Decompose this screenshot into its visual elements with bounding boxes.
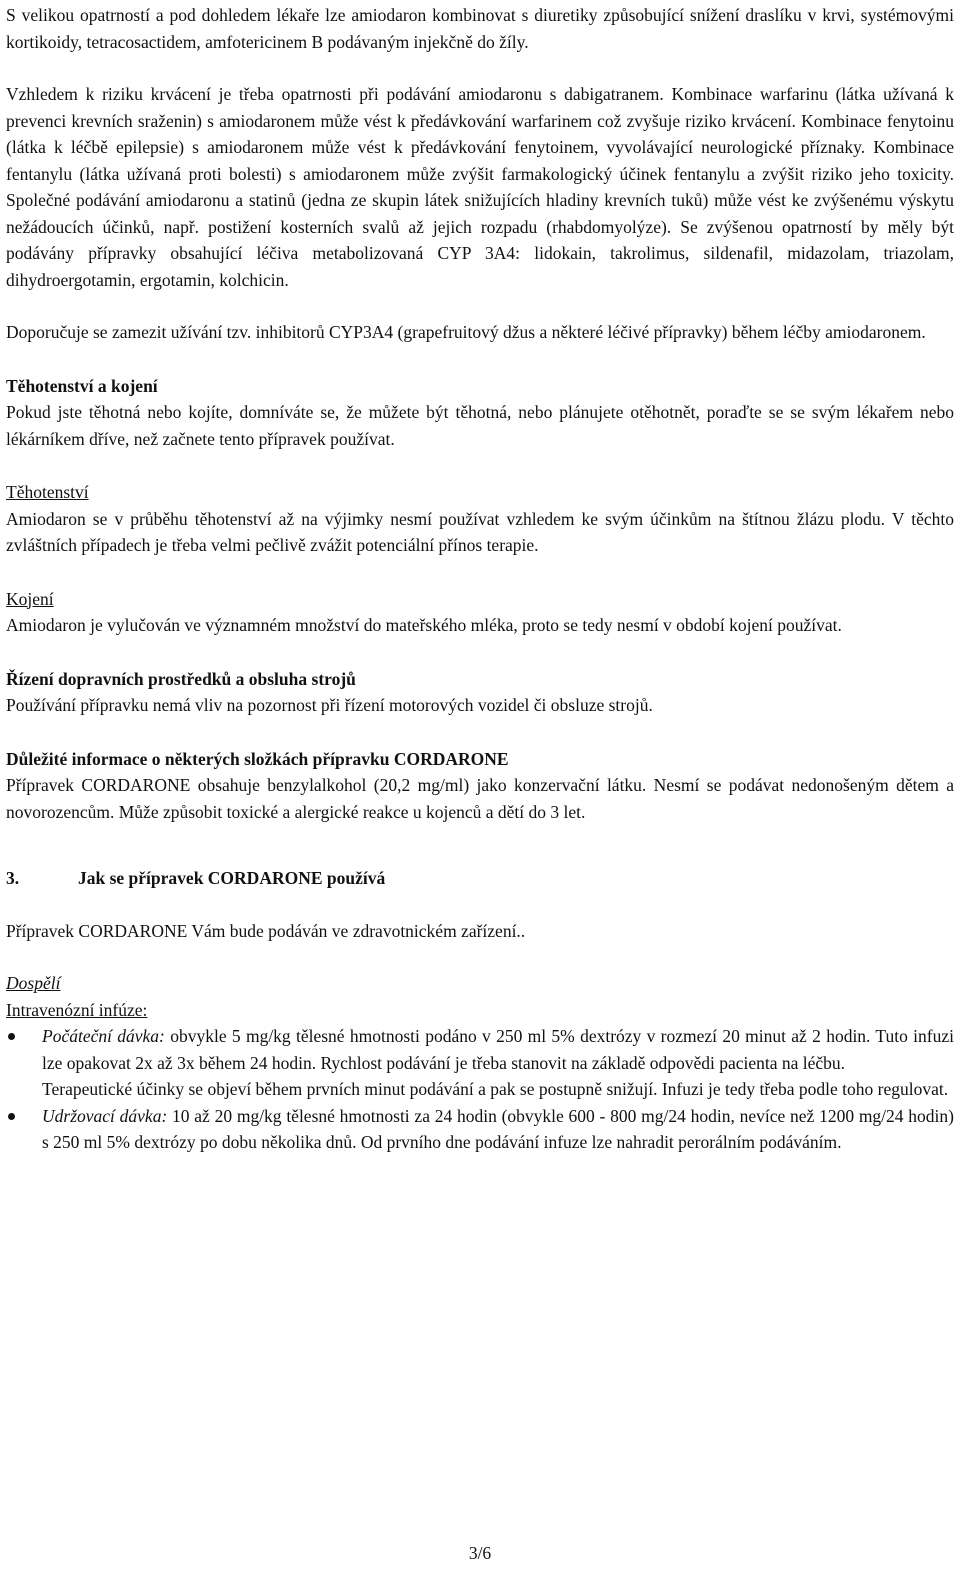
heading-excipients: Důležité informace o některých složkách přípravku CORDARONE [6,748,509,769]
paragraph-administration: Přípravek CORDARONE Vám bude podáván ve zdravotnickém zařízení.. [6,920,526,941]
paragraph-diuretics: S velikou opatrností a pod dohledem lékaře lze amiodaron kombinovat s diuretiky způsobující snížení draslíku v krvi, systémovými kortikoidy, tetracosactidem, amfotericinem B podávaným injekčně do žíly. [6,5,954,52]
initial-dose-text: obvykle 5 mg/kg tělesné hmotnosti podáno v 250 ml 5% dextrózy v rozmezí 20 minut až 2 hodin. Tuto infuzi lze opakovat 2x až 3x během 24 hodin. Rychlost podávání je třeba stanovit na základě odpovědi pacienta na léčbu. [42,1026,954,1073]
paragraph-interactions: Vzhledem k riziku krvácení je třeba opatrnosti při podávání amiodaronu s dabigatranem. Kombinace warfarinu (látka užívaná k prevenci krevních sraženin) s amiodaronem může vést k předávkování warfarinem což zvyšuje riziko krvácení. Kombinace fenytoinu (látka k léčbě epilepsie) s amiodaronem může vést k předávkování fenytoinem, vyvolávající neurologické příznaky. Kombinace fentanylu (látka užívaná proti bolesti) s amiodaronem může zvýšit farmakologický účinek fentanylu a zvýšit riziko jeho toxicity. Společné podávání amiodaronu a statinů (jedna ze skupin látek snižujících hladiny krevních tuků) může vést ke zvýšenému výskytu nežádoucích účinků, např. postižení kosterních svalů až jejich rozpadu (rhabdomyolýze). Se zvýšenou opatrností by měly být podávány přípravky obsahující léčiva metabolizovaná CYP 3A4: lidokain, takrolimus, sildenafil, midazolam, triazolam, dihydroergotamin, ergotamin, kolchicin. [6,84,954,290]
dosage-list [6,1023,954,1156]
page-number: 3/6 [468,1543,492,1563]
list-item [6,1023,954,1103]
list-item [6,1103,954,1156]
subheading-breastfeeding: Kojení [6,588,54,609]
section-title: Jak se přípravek CORDARONE používá [78,868,386,888]
bullet-icon [8,1113,15,1120]
paragraph-excipients: Přípravek CORDARONE obsahuje benzylalkohol (20,2 mg/ml) jako konzervační látku. Nesmí se podávat nedonošeným dětem a novorozencům. Může způsobit toxické a alergické reakce u kojenců a dětí do 3 let. [6,775,954,822]
paragraph-breastfeeding: Amiodaron je vylučován ve významném množství do mateřského mléka, proto se tedy nesmí v období kojení používat. [6,615,842,635]
document-page [6,0,954,1156]
bullet-icon [8,1033,15,1040]
initial-dose-extra: Terapeutické účinky se objeví během prvních minut podávání a pak se postupně snižují. Infuzi je tedy třeba podle toho regulovat. [42,1079,949,1099]
paragraph-pregnancy: Amiodaron se v průběhu těhotenství až na výjimky nesmí používat vzhledem ke svým účinkům na štítnou žlázu plodu. V těchto zvláštních případech je třeba velmi pečlivě zvážit potenciální přínos terapie. [6,508,954,555]
initial-dose-label: Počáteční dávka: [42,1026,165,1046]
section-3-heading [6,865,954,892]
maintenance-dose-label: Udržovací dávka: [42,1105,168,1126]
maintenance-dose-text: 10 až 20 mg/kg tělesné hmotnosti za 24 hodin (obvykle 600 - 800 mg/24 hodin, nevíce než 1200 mg/24 hodin) s 250 ml 5% dextrózy po dobu několika dnů. Od prvního dne podávání infuze lze nahradit perorálním podáváním. [42,1105,954,1152]
paragraph-driving: Používání přípravku nemá vliv na pozornost při řízení motorových vozidel či obsluze strojů. [6,695,653,715]
subheading-infusion: Intravenózní infúze: [6,999,148,1020]
paragraph-pregnancy-intro: Pokud jste těhotná nebo kojíte, domníváte se, že můžete být těhotná, nebo plánujete otěhotnět, poraďte se se svým lékařem nebo lékárníkem dříve, než začnete tento přípravek používat. [6,402,954,449]
section-number: 3. [6,868,20,888]
subheading-adults: Dospělí [6,973,61,993]
heading-pregnancy-breastfeeding: Těhotenství a kojení [6,375,158,396]
subheading-pregnancy: Těhotenství [6,482,89,502]
paragraph-cyp3a4: Doporučuje se zamezit užívání tzv. inhibitorů CYP3A4 (grapefruitový džus a některé léčivé přípravky) během léčby amiodaronem. [6,322,926,342]
heading-driving: Řízení dopravních prostředků a obsluha strojů [6,668,356,689]
